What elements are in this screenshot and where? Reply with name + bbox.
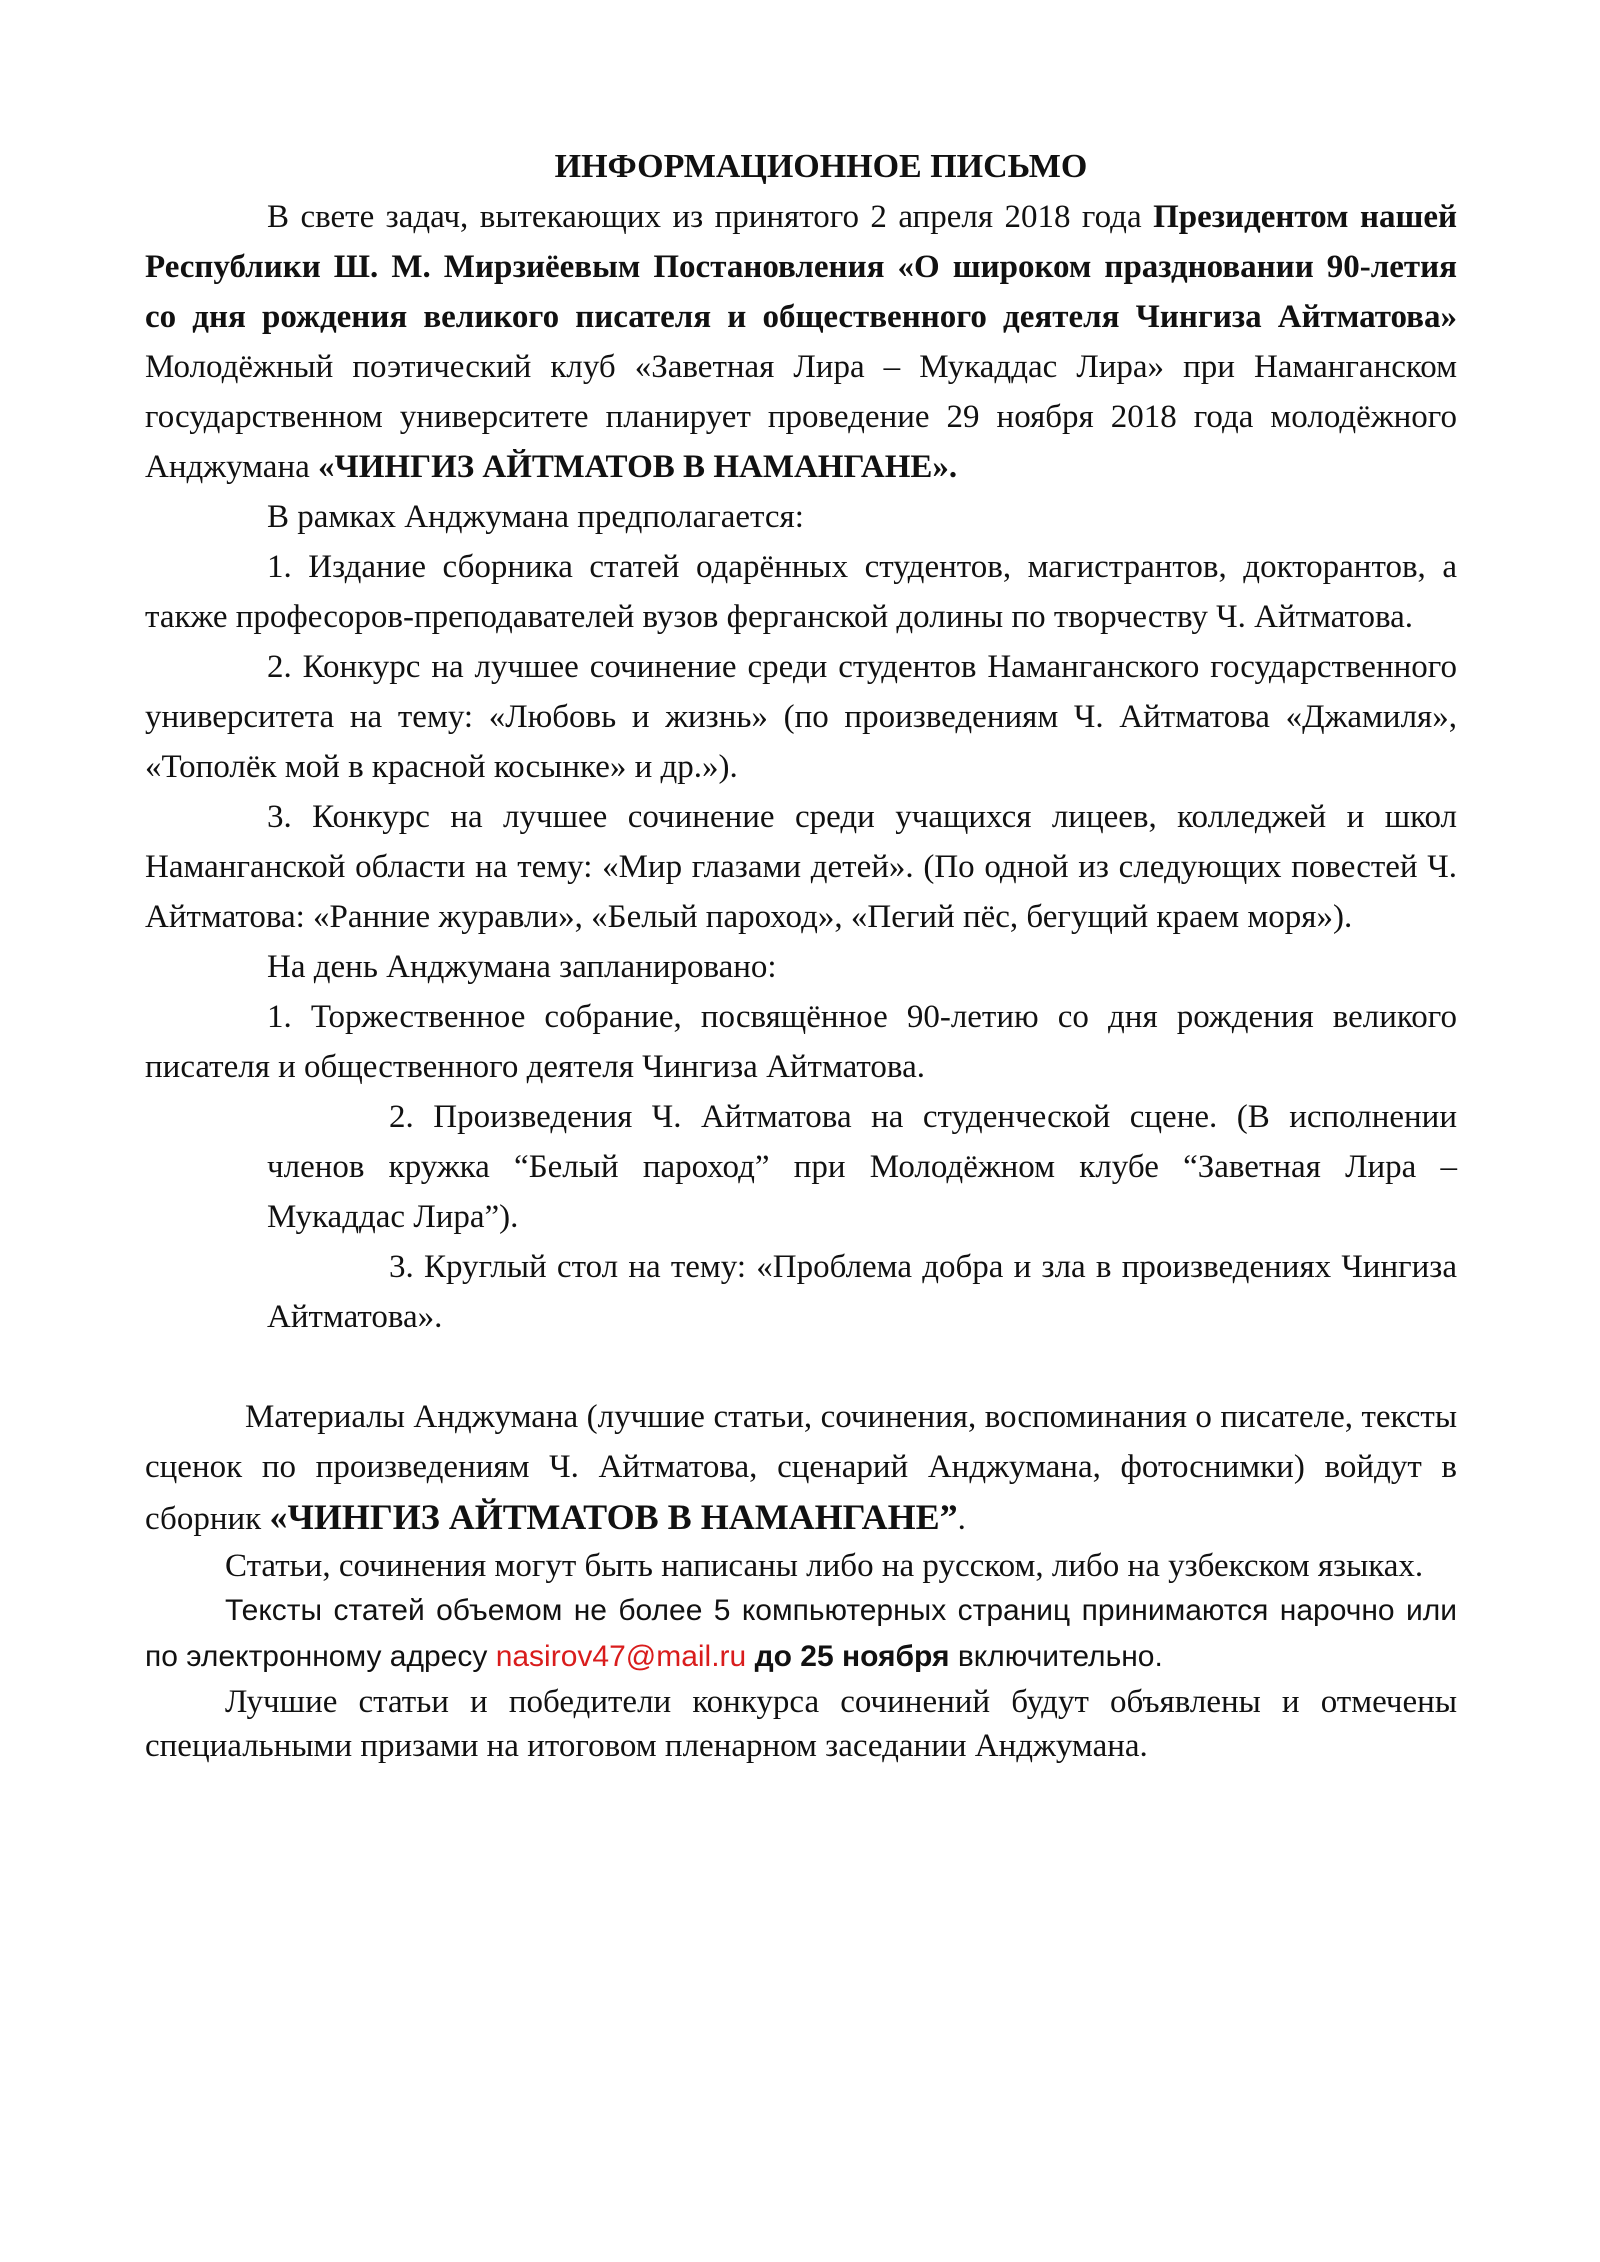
deadline: до 25 ноября: [746, 1640, 950, 1673]
day-item-2: 2. Произведения Ч. Айтматова на студенческой сцене. (В исполнении членов кружка “Белый пароход” при Молодёжном клубе “Заветная Лира – Мукаддас Лира”).: [267, 1099, 1457, 1235]
intro-paragraph: [145, 192, 1457, 492]
submission-paragraph: [145, 1588, 1457, 1680]
intro-decree: Президентом нашей Республики Ш. М. Мирзиёевым Постановления «О широком праздновании 90-летия со дня рождения великого писателя и общественного деятеля Чингиза Айтматова»: [145, 199, 1457, 335]
event-name: «ЧИНГИЗ АЙТМАТОВ В НАМАНГАНЕ».: [318, 449, 958, 485]
materials-text: Материалы Анджумана (лучшие статьи, сочинения, воспоминания о писателе, тексты сценок по произведениям Ч. Айтматова, сценарий Анджумана, фотоснимки) войдут в сборник: [145, 1399, 1457, 1537]
plan-heading: В рамках Анджумана предполагается:: [267, 499, 804, 535]
day-item-1: 1. Торжественное собрание, посвящённое 90-летию со дня рождения великого писателя и общественного деятеля Чингиза Айтматова.: [145, 999, 1457, 1085]
plan-item-3: 3. Конкурс на лучшее сочинение среди учащихся лицеев, колледжей и школ Наманганской области на тему: «Мир глазами детей». (По одной из следующих повестей Ч. Айтматова: «Ранние журавли», «Белый пароход», «Пегий пёс, бегущий краем моря»).: [145, 799, 1457, 935]
materials-end: .: [957, 1501, 966, 1537]
email-link[interactable]: nasirov47@mail.ru: [495, 1640, 747, 1673]
intro-text-1: В свете задач, вытекающих из принятого 2 апреля 2018 года: [267, 199, 1154, 235]
intro-text-2: Молодёжный поэтический клуб «Заветная Лира – Мукаддас Лира» при Наманганском государственном университете планирует проведение 29 ноября 2018 года молодёжного Анджумана: [145, 349, 1457, 485]
awards-paragraph: Лучшие статьи и победители конкурса сочинений будут объявлены и отмечены специальными призами на итоговом пленарном заседании Анджумана.: [145, 1684, 1457, 1764]
plan-item-1: 1. Издание сборника статей одарённых студентов, магистрантов, докторантов, а также професоров-преподавателей вузов ферганской долины по творчеству Ч. Айтматова.: [145, 549, 1457, 635]
letter-title: ИНФОРМАЦИОННОЕ ПИСЬМО: [554, 148, 1088, 185]
letter-body: [145, 142, 1457, 1768]
day-heading: На день Анджумана запланировано:: [267, 949, 777, 985]
plan-item-2: 2. Конкурс на лучшее сочинение среди студентов Наманганского государственного университета на тему: «Любовь и жизнь» (по произведениям Ч. Айтматова «Джамиля», «Тополёк мой в красной косынке» и др.»).: [145, 649, 1457, 785]
submission-text: Тексты статей объемом не более 5 компьютерных страниц принимаются нарочно или по электронному адресу: [145, 1594, 1457, 1673]
languages-paragraph: Статьи, сочинения могут быть написаны либо на русском, либо на узбекском языках.: [225, 1548, 1424, 1584]
day-item-3: 3. Круглый стол на тему: «Проблема добра и зла в произведениях Чингиза Айтматова».: [267, 1249, 1457, 1335]
submission-end: включительно.: [949, 1640, 1163, 1673]
collection-name: «ЧИНГИЗ АЙТМАТОВ В НАМАНГАНЕ”: [269, 1497, 958, 1537]
spacer: [145, 1342, 1457, 1392]
materials-paragraph: [145, 1392, 1457, 1544]
